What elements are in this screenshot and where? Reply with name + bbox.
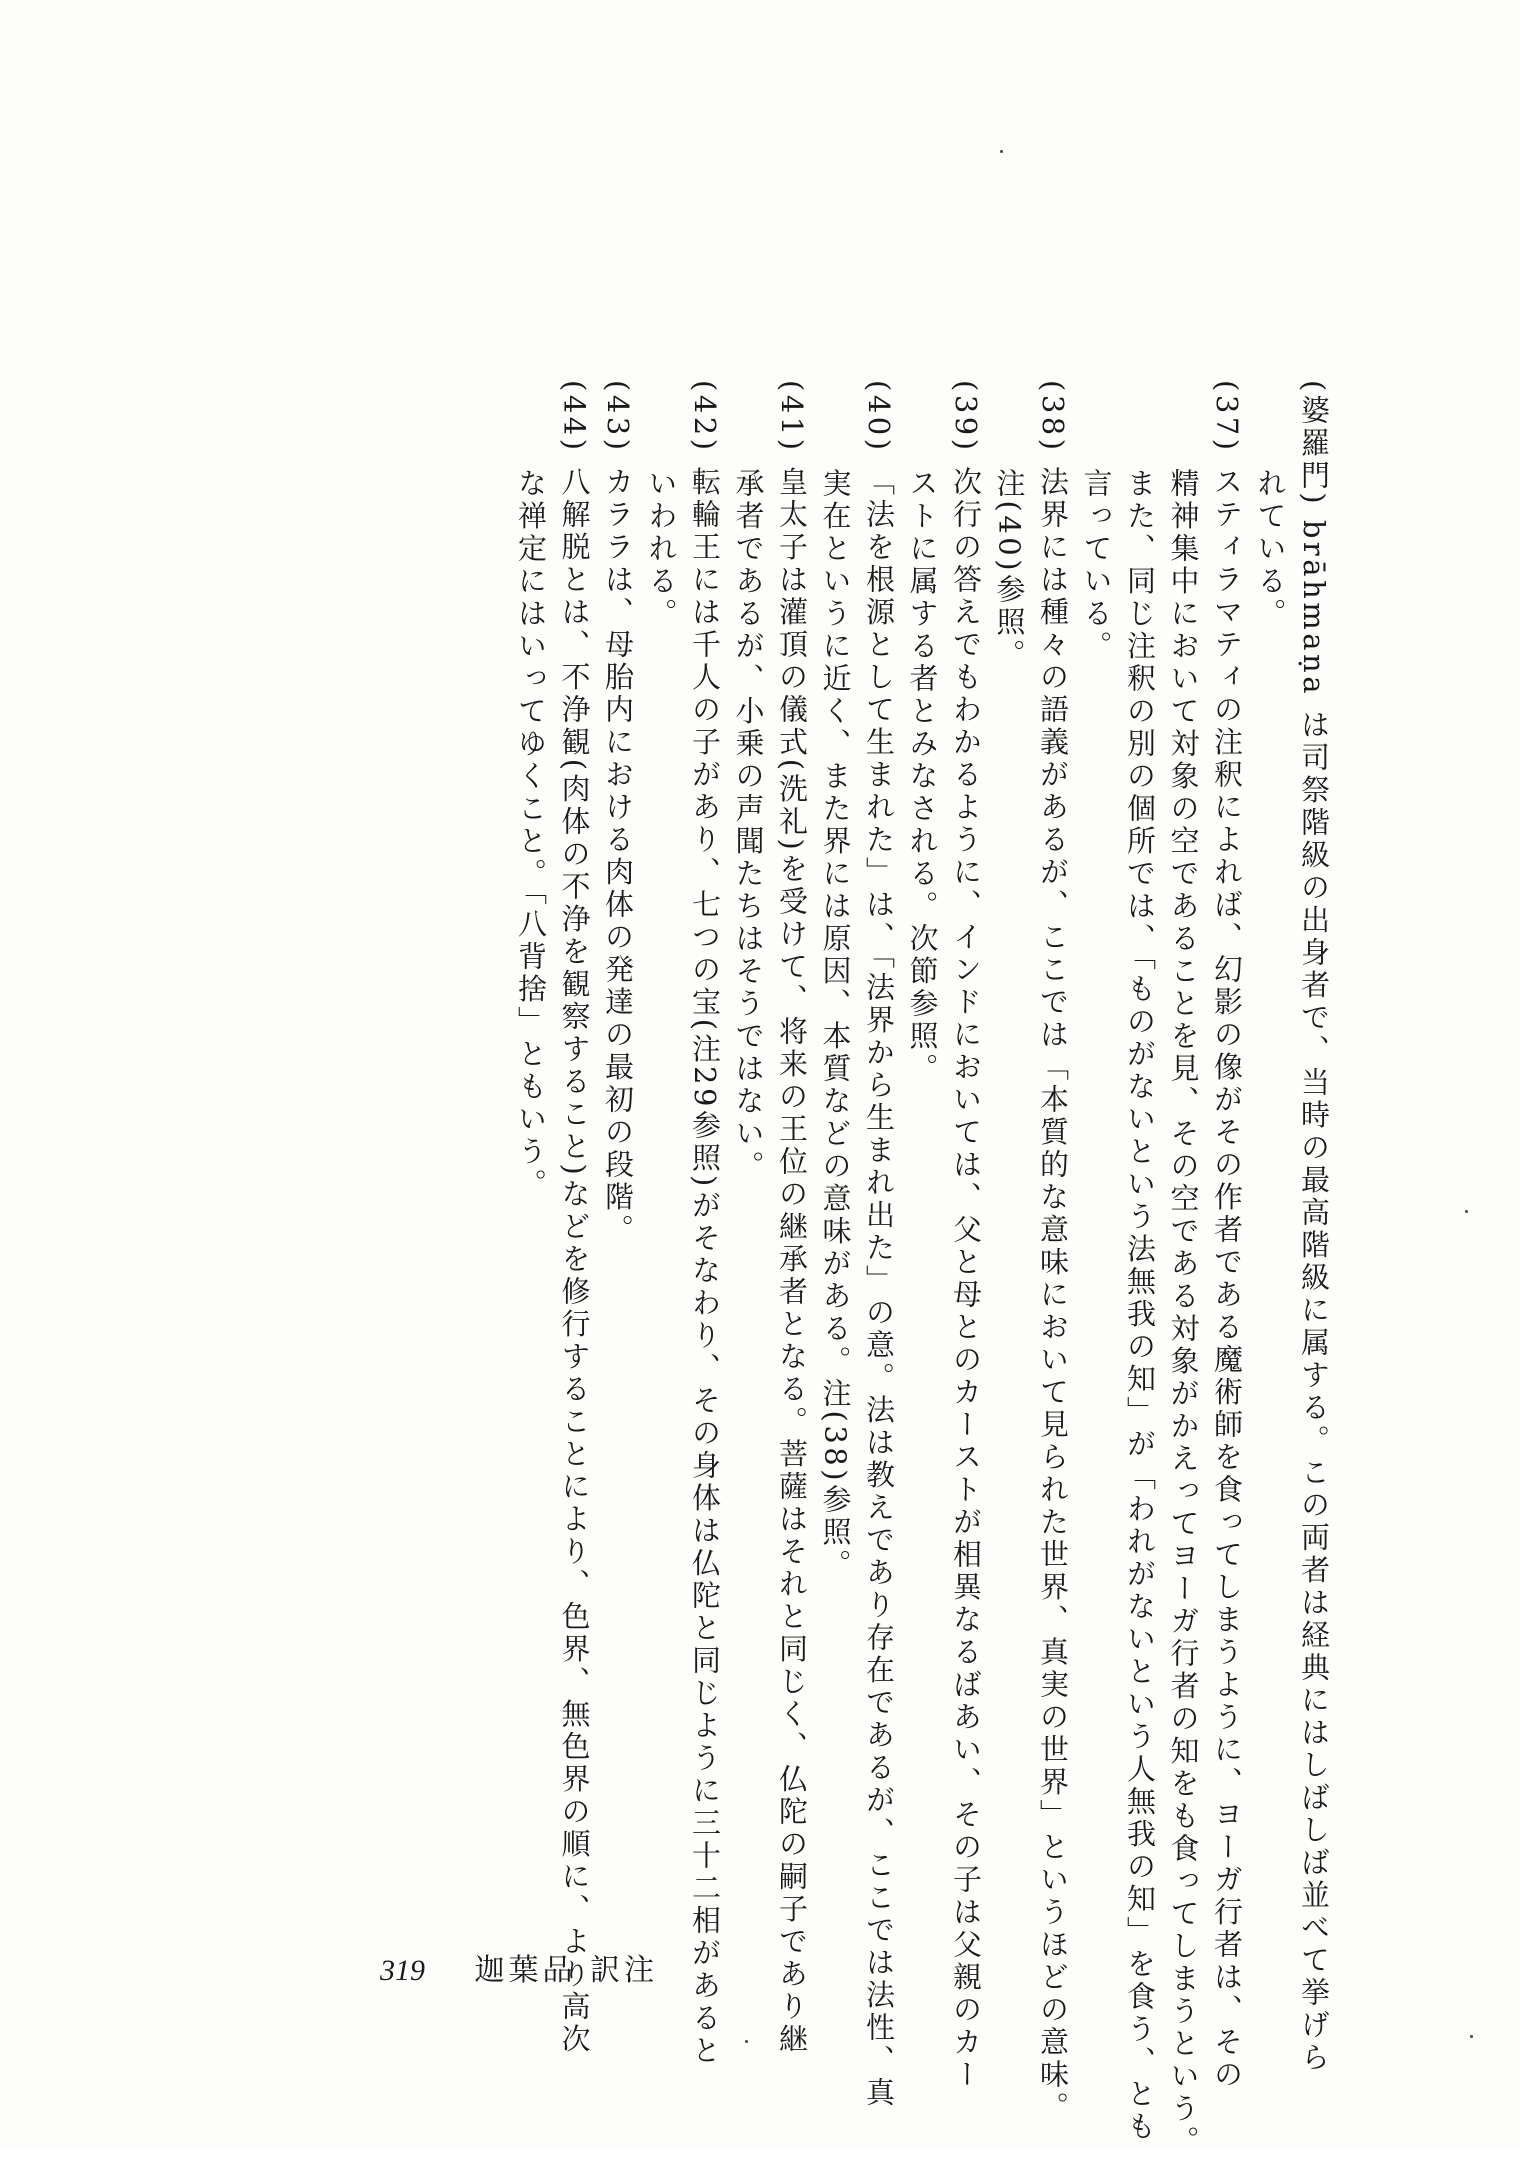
note-38-line: (38) 法界には種々の語義があるが、ここでは「本質的な意味において見られた世界、真実の世界」というほどの意味。	[1036, 380, 1070, 2124]
note-42-line: (42) 転輪王には千人の子があり、七つの宝(注29参照)がそなわり、その身体は仏陀と同じように三十二相があると	[688, 380, 722, 2068]
text-line: 精神集中において対象の空であることを見、その空である対象がかえってヨーガ行者の知をも食ってしまうという。	[1166, 468, 1201, 2158]
note-44-line: (44) 八解脱とは、不浄観(肉体の不浄を観察すること)などを修行することにより、色界、無色界の順に、より高次	[557, 380, 592, 2056]
text-line: れている。	[1253, 468, 1288, 631]
note-41-line: (41) 皇太子は灌頂の儀式(洗礼)を受けて、将来の王位の継承者となる。菩薩はそれと同じく、仏陀の嗣子であり継	[775, 380, 809, 2056]
scan-speck	[1000, 150, 1003, 153]
text-line: 注(40)参照。	[992, 468, 1027, 672]
text-line: 実在というに近く、また界には原因、本質などの意味がある。注(38)参照。	[818, 468, 853, 1582]
scan-speck	[1470, 2035, 1473, 2038]
page-number: 319	[380, 1954, 425, 1987]
text-line: また、同じ注釈の別の個所では、「ものがないという法無我の知」が「われがないという人無我の知」を食う、とも	[1123, 468, 1157, 2144]
scan-speck	[745, 2040, 748, 2043]
text-line: いわれる。	[644, 468, 679, 631]
text-line: 言っている。	[1079, 468, 1114, 663]
text-line: (婆羅門) brāhmaṇa は司祭階級の出身者で、当時の最高階級に属する。この両者は経典にはしばしば並べて挙げら	[1297, 380, 1331, 2075]
scan-speck	[1465, 1210, 1468, 1213]
note-40-line: (40) 「法を根源として生まれた」は、「法界から生まれ出た」の意。法は教えであり存在であるが、ここでは法性、真	[862, 380, 896, 2110]
text-line: 承者であるが、小乗の声聞たちはそうではない。	[731, 468, 766, 1183]
note-39-line: (39) 次行の答えでもわかるように、インドにおいては、父と母とのカーストが相異なるばあい、その子は父親のカー	[949, 380, 983, 2092]
note-37-line: (37) スティラマティの注釈によれば、幻影の像がその作者である魔術師を食ってしまうように、ヨーガ行者は、その	[1210, 380, 1244, 2092]
page-footer	[380, 1945, 658, 1989]
note-43-line: (43) カララは、母胎内における肉体の発達の最初の段階。	[601, 380, 635, 1247]
text-line: ストに属する者とみなされる。次節参照。	[905, 468, 940, 1086]
running-head: 迦葉品 訳注	[474, 1953, 659, 1988]
text-line: な禅定にはいってゆくこと。「八背捨」ともいう。	[514, 468, 548, 1201]
